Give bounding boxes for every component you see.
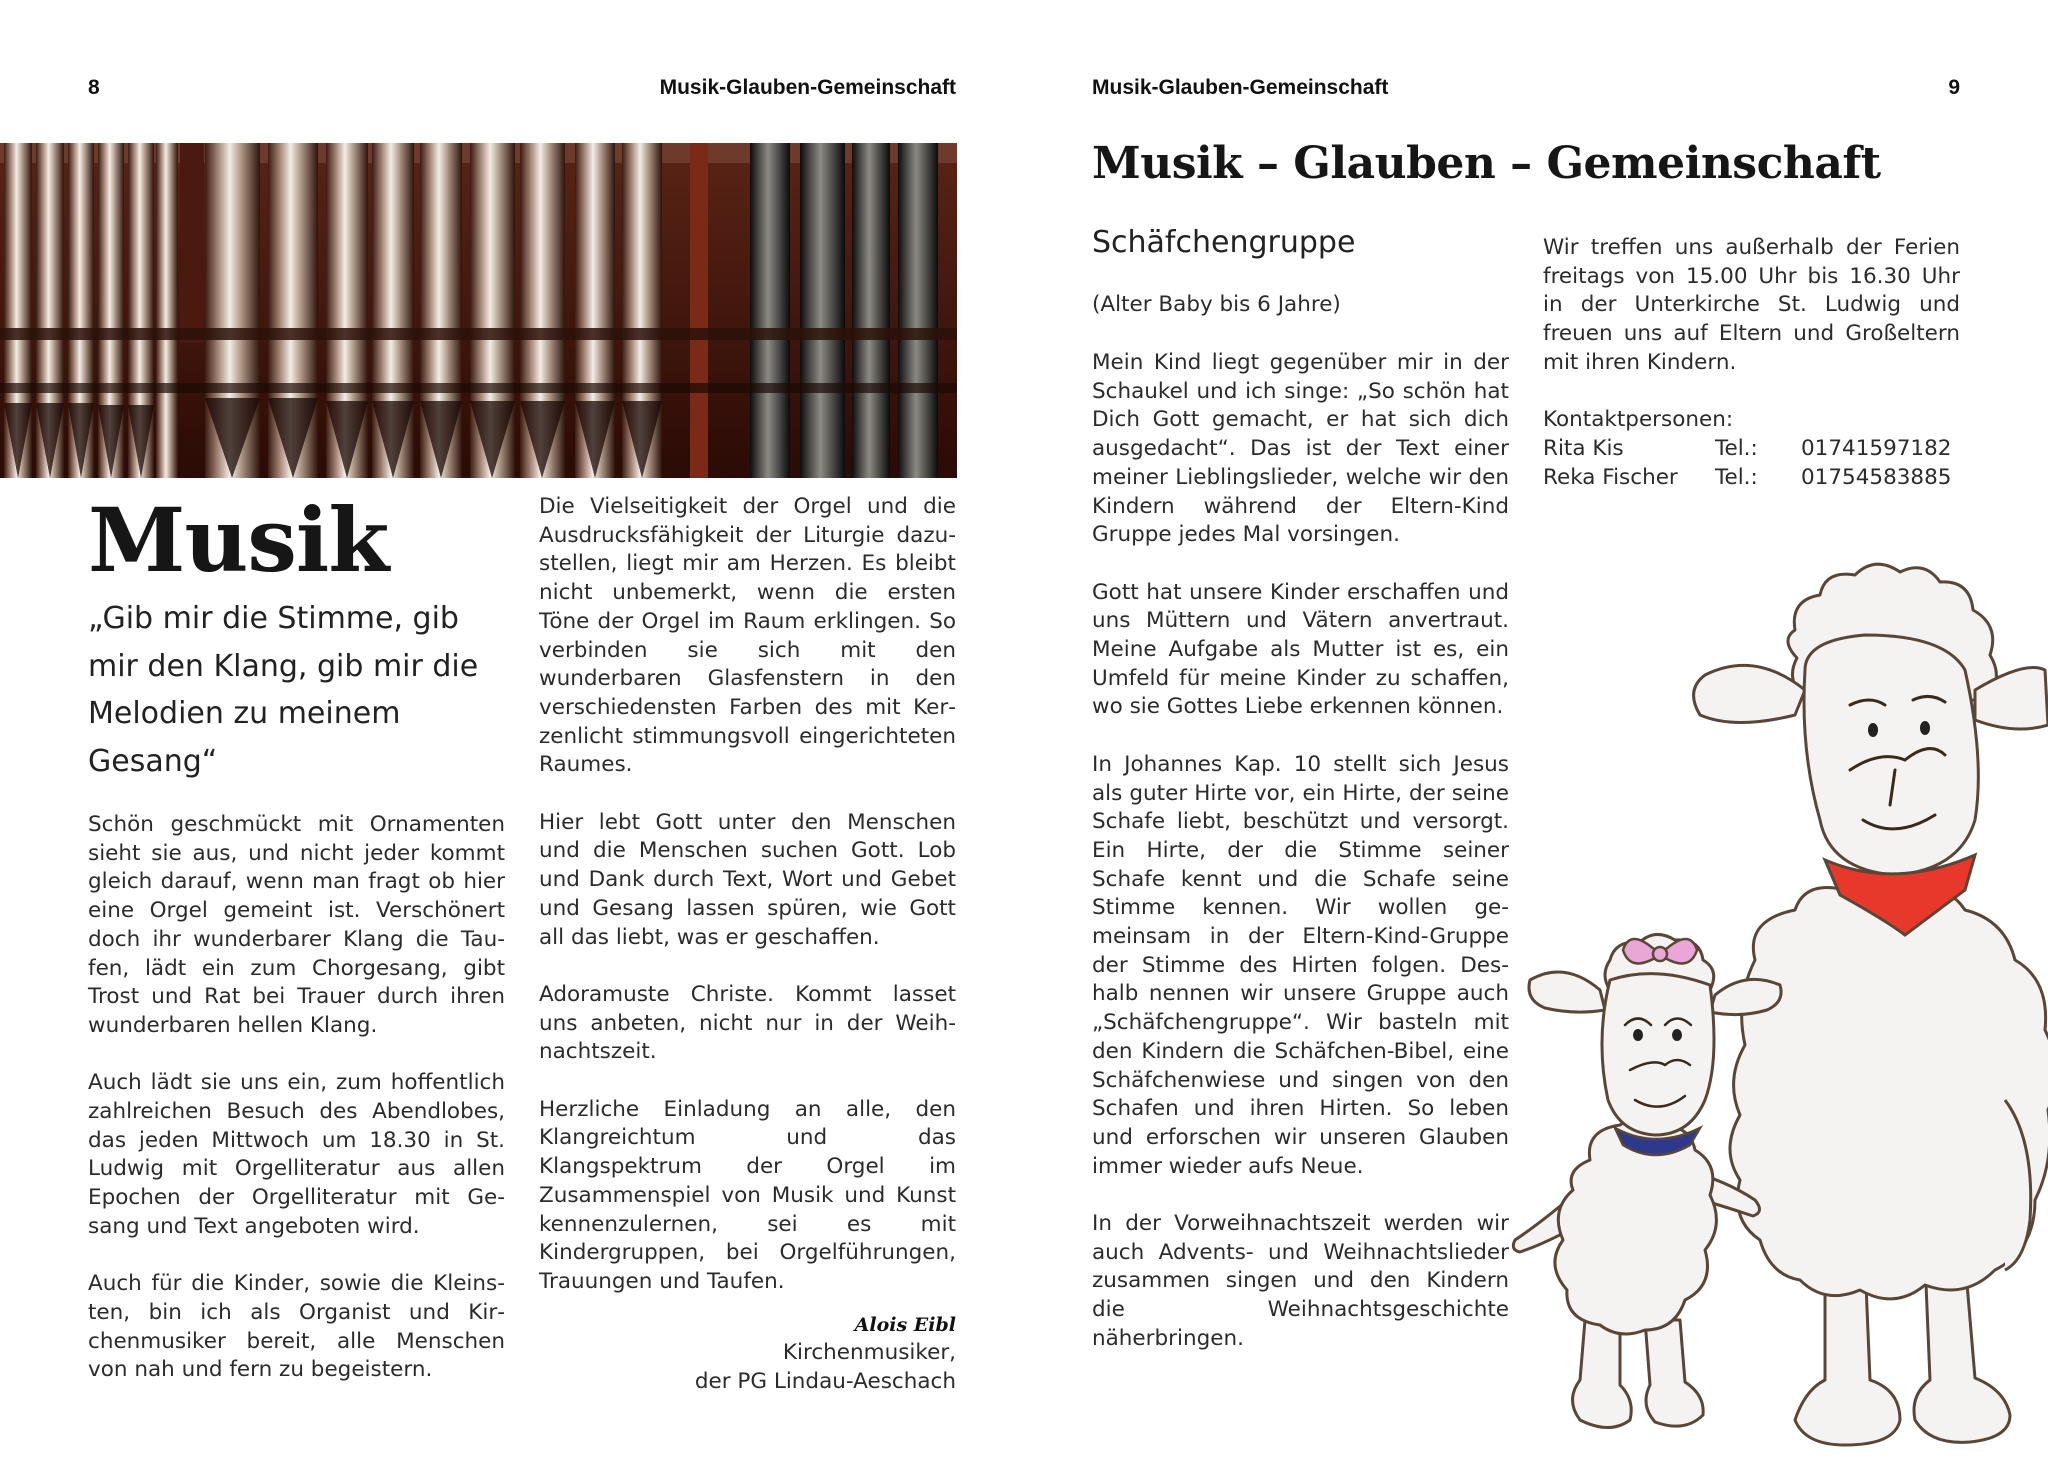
- contact-number: 01741597182: [1801, 435, 1952, 461]
- meeting-info: Wir treffen uns außerhalb der Ferien freitags von 15.00 Uhr bis 16.30 Uhr in der Unterkirche St. Ludwig und freuen uns auf Eltern und Großeltern mit ihren Kindern.: [1543, 235, 1960, 375]
- contact-name: Reka Fischer: [1543, 464, 1678, 490]
- paragraph: Auch für die Kinder, sowie die Kleinsten, bin ich als Organist und Kirchenmusiker bereit, alle Menschen von nah und fern zu begeistern.: [88, 1271, 505, 1383]
- running-title-right: Musik-Glauben-Gemeinschaft: [1092, 76, 1389, 99]
- left-column-1: [88, 811, 505, 1385]
- paragraph: Mein Kind liegt gegenüber mir in der Schaukel und ich singe: „So schön hat Dich Gott gemacht, er hat sich dich ausgedacht“. Das ist der Text einer meiner Lieblingslieder, welche wir den Kindern während der Eltern-Kind Gruppe jedes Mal vorsingen.: [1092, 350, 1509, 548]
- page-number-left: 8: [88, 76, 100, 99]
- paragraph: Gott hat unsere Kinder erschaffen und uns Müttern und Vätern anvertraut. Meine Aufgabe als Mutter ist es, ein Umfeld für meine Kinder zu schaffen, wo sie Gottes Liebe erkennen können.: [1092, 579, 1509, 720]
- section-title: Schäfchengruppe: [1092, 225, 1356, 260]
- contacts-label: Kontaktpersonen:: [1543, 407, 1734, 433]
- paragraph: Die Vielseitigkeit der Orgel und die Ausdrucksfähigkeit der Liturgie dazustellen, liegt mir am Herzen. Es bleibt nicht unbemerkt, wenn die ersten Töne der Orgel im Raum erklingen. So verbinden sie sich mit den wunderbaren Glasfenstern in den verschiedensten Farben des mit Kerzenlicht stimmungsvoll eingerichteten Raumes.: [539, 494, 956, 778]
- contacts-table: [1543, 435, 1951, 492]
- left-column-2: [539, 493, 956, 1397]
- signature: Alois Eibl: [854, 1313, 956, 1336]
- right-column-2: [1543, 234, 1960, 492]
- paragraph: Herzliche Einladung an alle, den Klangreichtum und das Klangspektrum der Orgel im Zusammenspiel von Musik und Kunst kennenzulernen, sei es mit Kindergruppen, bei Orgelführungen, Trauungen und Taufen.: [539, 1096, 956, 1294]
- organ-pipes-image: [0, 143, 957, 478]
- paragraph: In der Vorweihnachtszeit werden wir auch Advents- und Weihnachtslieder zusammen singen und den Kindern die Weihnachtsgeschichte näherbringen.: [1092, 1211, 1509, 1351]
- contact-row: [1543, 435, 1951, 464]
- quote: „Gib mir die Stimme, gib mir den Klang, gib mir die Melodien zu meinem Gesang“: [88, 601, 479, 779]
- page-title-musik: Musik: [88, 488, 389, 592]
- signature-role: Kirchenmusiker,: [782, 1340, 956, 1366]
- contact-tel-label: Tel.:: [1715, 435, 1758, 461]
- paragraph: In Johannes Kap. 10 stellt sich Jesus als guter Hirte vor, ein Hirte, der seine Schafe liebt, beschützt und versorgt. Ein Hirte, der die Stimme seiner Schafe kennt und die Schafe seine Stimme kennen. Wir wollen gemeinsam in der Eltern-Kind-Gruppe der Stimme des Hirten folgen. Deshalb nennen wir unsere Gruppe auch „Schäfchengruppe“. Wir basteln mit den Kindern die Schäfchen-Bibel, eine Schäfchenwiese und singen von den Schafen und ihren Hirten. So leben und erforschen wir unseren Glauben immer wieder aufs Neue.: [1092, 751, 1509, 1179]
- right-column-1: [1092, 349, 1509, 1354]
- article-title: Musik – Glauben – Gemeinschaft: [1092, 138, 1881, 189]
- page-number-right: 9: [1948, 76, 1960, 99]
- running-title-left: Musik-Glauben-Gemeinschaft: [659, 76, 956, 99]
- contact-number: 01754583885: [1801, 464, 1952, 490]
- sheep-illustration: [1505, 540, 2048, 1465]
- contact-row: [1543, 464, 1951, 493]
- paragraph: Schön geschmückt mit Ornamenten sieht sie aus, und nicht jeder kommt gleich darauf, wenn man fragt ob hier eine Orgel gemeint ist. Verschönert doch ihr wunderbarer Klang die Taufen, lädt ein zum Chorgesang, gibt Trost und Rat bei Trauer durch ihren wunderbaren hellen Klang.: [88, 812, 505, 1038]
- contact-name: Rita Kis: [1543, 435, 1624, 461]
- age-range: (Alter Baby bis 6 Jahre): [1092, 292, 1341, 317]
- paragraph: Adoramuste Christe. Kommt lasset uns anbeten, nicht nur in der Weihnachtszeit.: [539, 981, 956, 1065]
- paragraph: Hier lebt Gott unter den Menschen und die Menschen suchen Gott. Lob und Dank durch Text, Wort und Gebet und Gesang lassen spüren, wie Gott all das liebt, was er geschaffen.: [539, 809, 956, 950]
- contact-tel-label: Tel.:: [1715, 464, 1758, 490]
- signature-organization: der PG Lindau-Aeschach: [694, 1369, 956, 1395]
- paragraph: Auch lädt sie uns ein, zum hoffentlich zahlreichen Besuch des Abendlobes, das jeden Mittwoch um 18.30 in St. Ludwig mit Orgelliteratur aus allen Epochen der Orgelliteratur mit Gesang und Text angeboten wird.: [88, 1070, 505, 1239]
